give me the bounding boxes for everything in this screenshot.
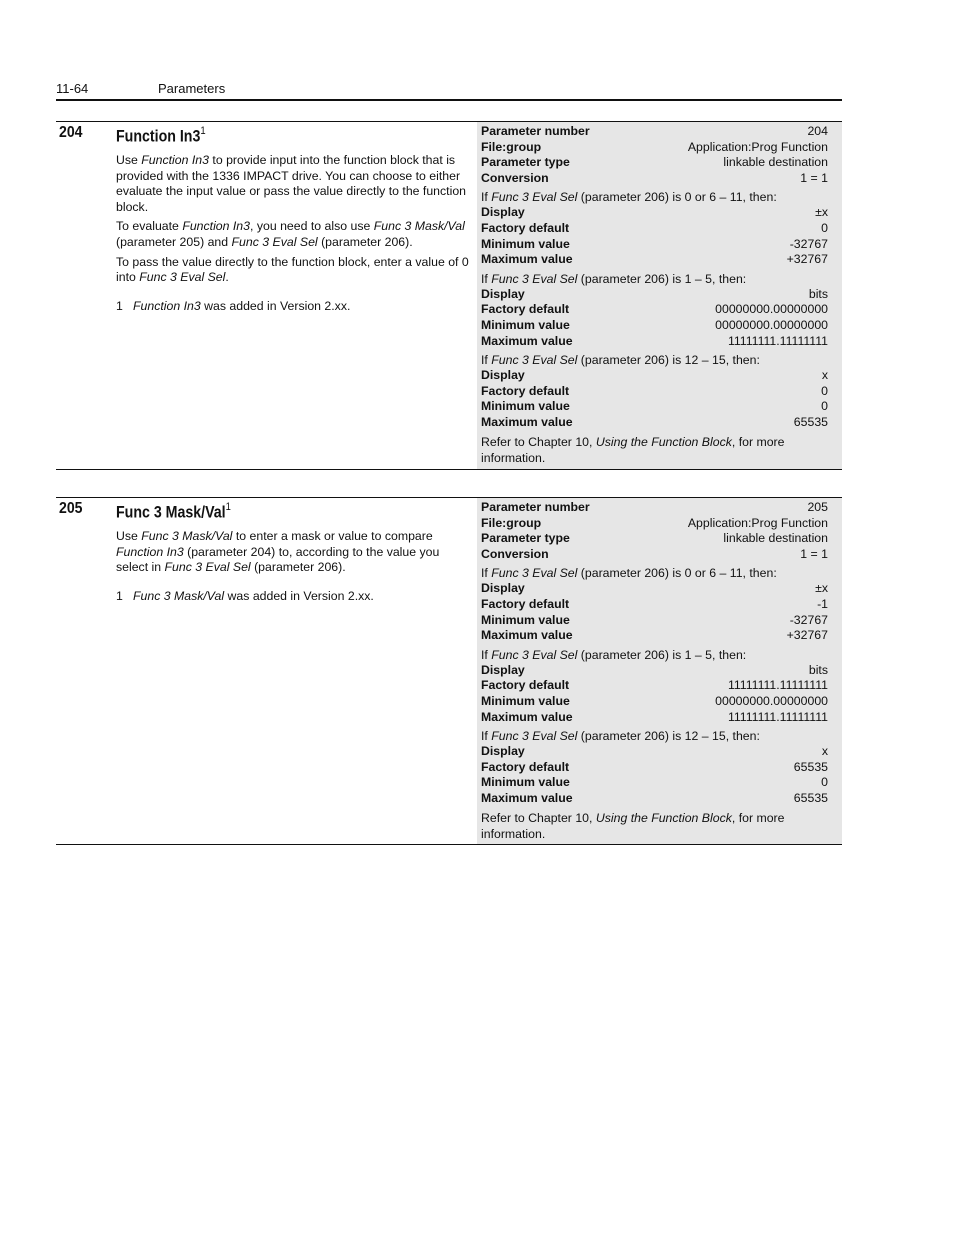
spec-label: Maximum value bbox=[481, 709, 573, 724]
spec-label: File:group bbox=[481, 515, 542, 530]
text-span: to provide input into the function block that is provided with the 1336 IMPACT drive. You can choose to either evaluate the input value or pass the value directly to the function block. bbox=[116, 153, 466, 214]
spec-row bbox=[481, 384, 828, 400]
spec-value: -1 bbox=[817, 596, 828, 611]
text-span: , you need to also use bbox=[250, 219, 374, 234]
parameter-description bbox=[116, 153, 472, 318]
parameter-block-204 bbox=[56, 121, 842, 470]
spec-row bbox=[481, 547, 828, 563]
parameter-reference: Func 3 Mask/Val bbox=[373, 219, 465, 234]
spec-label: Parameter type bbox=[481, 531, 570, 546]
page-number: 11-64 bbox=[56, 81, 89, 96]
spec-label: Factory default bbox=[481, 220, 570, 235]
parameter-title bbox=[116, 126, 206, 147]
spec-value: ±x bbox=[815, 205, 828, 220]
text-span: (parameter 206) is 0 or 6 – 11, then: bbox=[577, 190, 777, 205]
parameter-number: 204 bbox=[59, 124, 83, 141]
spec-value: 204 bbox=[807, 124, 828, 138]
spec-label: Display bbox=[481, 368, 525, 383]
spec-row bbox=[481, 171, 828, 187]
text-span: (parameter 206) is 1 – 5, then: bbox=[577, 647, 747, 662]
spec-label: Factory default bbox=[481, 383, 570, 398]
footnote bbox=[116, 589, 472, 605]
parameter-description bbox=[116, 529, 472, 608]
spec-row bbox=[481, 399, 828, 415]
spec-label: Factory default bbox=[481, 678, 570, 693]
spec-row bbox=[481, 287, 828, 303]
condition-heading bbox=[481, 271, 828, 287]
spec-value: +32767 bbox=[786, 628, 828, 643]
footnote-number: 1 bbox=[116, 588, 123, 603]
text-span: . bbox=[225, 270, 229, 285]
spec-value: +32767 bbox=[786, 252, 828, 267]
spec-row bbox=[481, 775, 828, 791]
spec-row bbox=[481, 237, 828, 253]
spec-row bbox=[481, 760, 828, 776]
condition-heading bbox=[481, 189, 828, 205]
parameter-reference: Function In3 bbox=[182, 219, 250, 234]
spec-label: Maximum value bbox=[481, 628, 573, 643]
description-paragraph bbox=[116, 529, 472, 576]
spec-row bbox=[481, 694, 828, 710]
spec-value: 1 = 1 bbox=[800, 546, 828, 561]
spec-label: Minimum value bbox=[481, 317, 570, 332]
text-span: (parameter 206). bbox=[250, 560, 346, 575]
spec-label: Maximum value bbox=[481, 790, 573, 805]
spec-row bbox=[481, 516, 828, 532]
footnote-marker: 1 bbox=[225, 501, 231, 513]
text-span: Refer to Chapter 10, bbox=[481, 434, 596, 449]
footnote-number: 1 bbox=[116, 298, 123, 313]
condition-heading bbox=[481, 647, 828, 663]
text-span: was added in Version 2.xx. bbox=[224, 588, 374, 603]
text-span: to enter a mask or value to compare bbox=[232, 529, 433, 543]
spec-value: 11111111.11111111 bbox=[727, 709, 828, 724]
text-span: (parameter 204) to, according to the value you select in bbox=[116, 544, 440, 575]
spec-row bbox=[481, 613, 828, 629]
text-span: If bbox=[481, 729, 492, 744]
spec-row bbox=[481, 302, 828, 318]
spec-label: Parameter number bbox=[481, 500, 590, 514]
text-span: Refer to Chapter 10, bbox=[481, 810, 596, 825]
spec-label: Minimum value bbox=[481, 399, 570, 414]
spec-value: 00000000.00000000 bbox=[715, 302, 828, 317]
spec-row bbox=[481, 581, 828, 597]
parameter-title-text: Function In3 bbox=[116, 127, 201, 146]
parameter-reference: Func 3 Mask/Val bbox=[133, 588, 225, 603]
spec-value: linkable destination bbox=[723, 531, 828, 546]
spec-value: bits bbox=[808, 286, 828, 301]
spec-row bbox=[481, 744, 828, 760]
spec-row bbox=[481, 252, 828, 268]
spec-row bbox=[481, 318, 828, 334]
spec-row bbox=[481, 531, 828, 547]
footnote-marker: 1 bbox=[200, 125, 206, 137]
spec-label: Parameter type bbox=[481, 155, 570, 170]
chapter-reference bbox=[481, 434, 828, 466]
parameter-title bbox=[116, 502, 231, 523]
spec-row bbox=[481, 415, 828, 431]
spec-value: linkable destination bbox=[723, 155, 828, 170]
spec-value: 65535 bbox=[793, 790, 828, 805]
text-span: If bbox=[481, 566, 492, 581]
parameter-reference: Func 3 Eval Sel bbox=[491, 353, 578, 368]
section-title: Parameters bbox=[158, 81, 226, 96]
spec-row bbox=[481, 124, 828, 140]
parameter-reference: Func 3 Eval Sel bbox=[139, 270, 226, 285]
spec-row bbox=[481, 140, 828, 156]
spec-label: Minimum value bbox=[481, 236, 570, 251]
parameter-reference: Func 3 Eval Sel bbox=[231, 234, 318, 249]
text-span: was added in Version 2.xx. bbox=[200, 298, 351, 313]
spec-label: Display bbox=[481, 286, 525, 301]
text-span: (parameter 206) is 12 – 15, then: bbox=[577, 729, 760, 744]
spec-value: Application:Prog Function bbox=[687, 515, 828, 530]
parameter-reference: Func 3 Eval Sel bbox=[491, 566, 578, 581]
spec-label: Minimum value bbox=[481, 612, 570, 627]
text-span: (parameter 206) is 0 or 6 – 11, then: bbox=[577, 566, 777, 581]
spec-label: Parameter number bbox=[481, 124, 590, 138]
parameter-specs-panel bbox=[477, 122, 842, 469]
description-paragraph bbox=[116, 255, 472, 286]
spec-label: Maximum value bbox=[481, 252, 573, 267]
text-span: (parameter 205) and bbox=[116, 234, 232, 249]
description-paragraph bbox=[116, 219, 472, 250]
spec-row bbox=[481, 221, 828, 237]
text-span: , for more information. bbox=[481, 810, 785, 841]
spec-label: Factory default bbox=[481, 302, 570, 317]
parameter-reference: Func 3 Eval Sel bbox=[491, 729, 578, 744]
text-span: To evaluate bbox=[116, 219, 183, 234]
spec-value: 0 bbox=[821, 775, 828, 790]
spec-label: Minimum value bbox=[481, 693, 570, 708]
spec-label: Maximum value bbox=[481, 414, 573, 429]
spec-value: x bbox=[821, 368, 828, 383]
text-span: If bbox=[481, 271, 492, 286]
parameter-number: 205 bbox=[59, 500, 83, 517]
text-span: (parameter 206) is 1 – 5, then: bbox=[577, 271, 747, 286]
spec-row bbox=[481, 334, 828, 350]
spec-label: Factory default bbox=[481, 759, 570, 774]
parameter-reference: Function In3 bbox=[133, 298, 201, 313]
text-span: , for more information. bbox=[481, 434, 785, 465]
spec-label: Maximum value bbox=[481, 333, 573, 348]
spec-label: File:group bbox=[481, 139, 542, 154]
chapter-title: Using the Function Block bbox=[595, 434, 732, 449]
spec-value: 65535 bbox=[793, 759, 828, 774]
parameter-title-text: Func 3 Mask/Val bbox=[116, 503, 226, 522]
text-span: Use bbox=[116, 153, 142, 167]
spec-value: 1 = 1 bbox=[800, 170, 828, 185]
spec-label: Factory default bbox=[481, 596, 570, 611]
parameter-reference: Func 3 Mask/Val bbox=[141, 529, 233, 543]
spec-value: 0 bbox=[821, 399, 828, 414]
chapter-reference bbox=[481, 810, 828, 842]
spec-label: Display bbox=[481, 581, 525, 596]
spec-row bbox=[481, 205, 828, 221]
spec-value: Application:Prog Function bbox=[687, 139, 828, 154]
spec-row bbox=[481, 628, 828, 644]
spec-value: 11111111.11111111 bbox=[727, 333, 828, 348]
spec-value: ±x bbox=[815, 581, 828, 596]
spec-value: bits bbox=[808, 662, 828, 677]
parameter-reference: Function In3 bbox=[141, 153, 209, 167]
spec-row bbox=[481, 368, 828, 384]
text-span: (parameter 206) is 12 – 15, then: bbox=[577, 353, 760, 368]
spec-row bbox=[481, 597, 828, 613]
spec-value: 205 bbox=[807, 500, 828, 514]
spec-label: Display bbox=[481, 744, 525, 759]
spec-value: 11111111.11111111 bbox=[727, 678, 828, 693]
parameter-reference: Function In3 bbox=[116, 544, 184, 559]
text-span: To pass the value directly to the function block, enter a value of 0 into bbox=[116, 254, 469, 285]
spec-value: 00000000.00000000 bbox=[715, 693, 828, 708]
condition-heading bbox=[481, 352, 828, 368]
page-header bbox=[56, 80, 842, 101]
spec-value: 00000000.00000000 bbox=[715, 317, 828, 332]
spec-value: x bbox=[821, 744, 828, 759]
condition-heading bbox=[481, 728, 828, 744]
parameter-reference: Func 3 Eval Sel bbox=[491, 271, 578, 286]
spec-label: Display bbox=[481, 205, 525, 220]
spec-row bbox=[481, 710, 828, 726]
spec-row bbox=[481, 155, 828, 171]
spec-value: -32767 bbox=[789, 612, 828, 627]
spec-value: 65535 bbox=[793, 414, 828, 429]
spec-label: Minimum value bbox=[481, 775, 570, 790]
text-span: Use bbox=[116, 529, 142, 543]
spec-row bbox=[481, 500, 828, 516]
description-paragraph bbox=[116, 153, 472, 215]
spec-label: Display bbox=[481, 662, 525, 677]
spec-label: Conversion bbox=[481, 170, 549, 185]
parameter-reference: Func 3 Eval Sel bbox=[164, 560, 251, 575]
spec-row bbox=[481, 678, 828, 694]
spec-row bbox=[481, 791, 828, 807]
footnote bbox=[116, 299, 472, 315]
text-span: (parameter 206). bbox=[317, 234, 413, 249]
spec-row bbox=[481, 663, 828, 679]
spec-value: -32767 bbox=[789, 236, 828, 251]
spec-label: Conversion bbox=[481, 546, 549, 561]
spec-value: 0 bbox=[821, 220, 828, 235]
text-span: If bbox=[481, 353, 492, 368]
spec-value: 0 bbox=[821, 383, 828, 398]
condition-heading bbox=[481, 565, 828, 581]
chapter-title: Using the Function Block bbox=[595, 810, 732, 825]
text-span: If bbox=[481, 190, 492, 205]
text-span: If bbox=[481, 647, 492, 662]
parameter-reference: Func 3 Eval Sel bbox=[491, 647, 578, 662]
parameter-reference: Func 3 Eval Sel bbox=[491, 190, 578, 205]
parameter-specs-panel bbox=[477, 498, 842, 844]
parameter-block-205 bbox=[56, 497, 842, 845]
